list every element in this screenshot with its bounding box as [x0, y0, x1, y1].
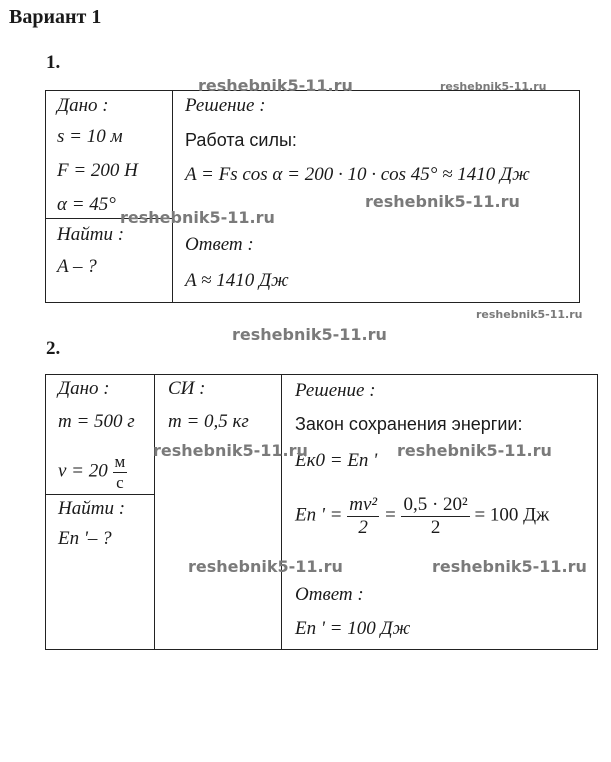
problem2-given-v: v = 20 $\frac{м}{с}$ — [58, 452, 126, 492]
watermark: reshebnik5-11.ru — [432, 557, 587, 576]
problem2-answer-label: Ответ : — [295, 584, 364, 605]
problem2-given-m: m = 500 г — [58, 411, 135, 432]
problem1-answer: A ≈ 1410 Дж — [185, 270, 289, 291]
problem2-given-find-divider — [45, 494, 155, 495]
problem1-formula: A = Fs cos α = 200 · 10 · cos 45° ≈ 1410 Дж — [185, 164, 530, 185]
page-title: Вариант 1 — [9, 6, 102, 28]
problem2-eq1: Eк0 = Eп ' — [295, 450, 378, 471]
problem2-find-label: Найти : — [58, 498, 126, 519]
problem1-given-label: Дано : — [57, 95, 109, 116]
watermark: reshebnik5-11.ru — [440, 80, 547, 93]
problem1-given-f: F = 200 Н — [57, 160, 138, 181]
problem2-solution-label: Решение : — [295, 380, 376, 401]
problem2-si-label: СИ : — [168, 378, 206, 399]
problem2-eq2: Eп ' = $\frac{\text{mv²}}{2}$ = $\frac{\text{0,5 · 20²}}{2}$ = 100 Дж — [295, 494, 550, 538]
watermark: reshebnik5-11.ru — [120, 208, 275, 227]
problem2-answer: Eп ' = 100 Дж — [295, 618, 411, 639]
problem1-given-alpha: α = 45° — [57, 194, 116, 215]
problem1-given-s: s = 10 м — [57, 126, 123, 147]
watermark: reshebnik5-11.ru — [188, 557, 343, 576]
problem1-find: A – ? — [57, 256, 97, 277]
problem2-given-label: Дано : — [58, 378, 110, 399]
problem1-solution-text: Работа силы: — [185, 130, 297, 150]
watermark: reshebnik5-11.ru — [232, 325, 387, 344]
problem2-divider-2 — [281, 374, 282, 650]
watermark: reshebnik5-11.ru — [153, 441, 308, 460]
watermark: reshebnik5-11.ru — [476, 308, 583, 321]
problem1-number: 1. — [46, 52, 61, 73]
problem1-answer-label: Ответ : — [185, 234, 254, 255]
problem2-find: Eп '– ? — [58, 528, 112, 549]
watermark: reshebnik5-11.ru — [198, 76, 353, 95]
problem2-number: 2. — [46, 338, 61, 359]
problem1-divider — [172, 90, 173, 303]
watermark: reshebnik5-11.ru — [397, 441, 552, 460]
watermark: reshebnik5-11.ru — [365, 192, 520, 211]
problem2-divider-1 — [154, 374, 155, 650]
problem2-solution-text: Закон сохранения энергии: — [295, 414, 523, 434]
problem2-si-value: m = 0,5 кг — [168, 411, 249, 432]
problem1-find-label: Найти : — [57, 224, 125, 245]
problem1-solution-label: Решение : — [185, 95, 266, 116]
